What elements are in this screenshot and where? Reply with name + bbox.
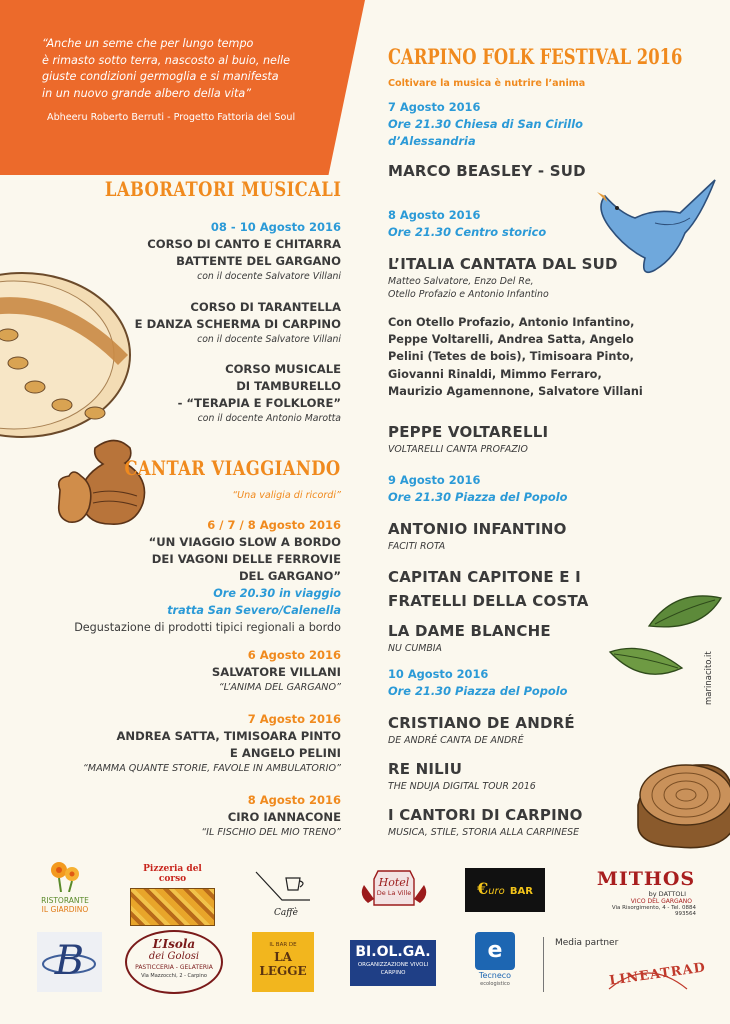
sponsor-euro-bar	[465, 868, 545, 912]
artist-name: ANTONIO INFANTINO	[388, 520, 567, 538]
artist-name: I CANTORI DI CARPINO	[388, 806, 583, 824]
sponsor-text: MITHOS	[596, 868, 696, 890]
sponsor-text: ORGANIZZAZIONE VIVOLI	[357, 962, 429, 968]
quote-line: in un nuovo grande albero della vita”	[42, 86, 252, 100]
quote-author: Abheeru Roberto Berruti - Progetto Fattoria del Soul	[47, 112, 296, 123]
train-trip	[74, 516, 341, 636]
artist-subtitle: THE NDUJA DIGITAL TOUR 2016	[388, 781, 536, 792]
artist-name: RE NILIU	[388, 760, 463, 778]
sponsor-pizzeria-del-corso	[130, 864, 215, 920]
sponsor-ristorante-il-giardino	[40, 858, 90, 920]
day-time: Ore 21.30 Piazza del Popolo	[388, 490, 568, 504]
trip-date: 6 / 7 / 8 Agosto 2016	[207, 518, 341, 532]
event-date: 6 Agosto 2016	[247, 648, 341, 662]
sponsor-text: B	[54, 938, 85, 984]
sponsor-isola-dei-golosi	[125, 930, 223, 994]
sponsor-mithos	[590, 868, 702, 918]
sponsor-text: ecologistico	[480, 981, 510, 987]
day-time: Ore 21.30 Piazza del Popolo	[388, 684, 568, 698]
show-block	[388, 254, 618, 301]
course-title: DI TAMBURELLO	[236, 379, 341, 393]
leaf-icon	[645, 592, 725, 634]
trip-note: Degustazione di prodotti tipici regionali a bordo	[74, 621, 341, 634]
leaf-icon	[606, 642, 686, 684]
event-date: 8 Agosto 2016	[247, 793, 341, 807]
sponsor-text: De La Ville	[376, 889, 412, 897]
sponsor-lineatrad	[603, 955, 707, 995]
laboratori-heading: LABORATORI MUSICALI	[104, 177, 341, 201]
festival-title: CARPINO FOLK FESTIVAL 2016	[388, 44, 683, 69]
course-title: BATTENTE DEL GARGANO	[176, 254, 341, 268]
day-time: d’Alessandria	[388, 134, 476, 148]
sponsor-text: dei Golosi	[148, 951, 200, 962]
course-title: CORSO DI CANTO E CHITARRA	[147, 237, 341, 251]
quote-line: è rimasto sotto terra, nascosto al buio, nelle	[42, 53, 291, 67]
designer-credit: marinacito.it	[704, 651, 714, 705]
artist-name: CAPITAN CAPITONE E I	[388, 568, 581, 586]
cast-line: Maurizio Agamennone, Salvatore Villani	[388, 384, 643, 398]
sponsor-text: PASTICCERIA - GELATERIA	[135, 964, 213, 971]
day-date: 7 Agosto 2016	[388, 100, 481, 114]
course-teacher: con il docente Antonio Marotta	[197, 413, 341, 424]
quote-line: giuste condizioni germoglia e si manifesta	[42, 70, 279, 84]
artist-name: CRISTIANO DE ANDRÉ	[388, 714, 575, 732]
day-time: Ore 21.30 Chiesa di San Cirillo	[388, 117, 583, 131]
act-block	[388, 805, 583, 839]
pizza-pattern	[130, 888, 215, 926]
sponsor-text: BI.OL.GA.	[355, 944, 431, 960]
day-8-block	[388, 207, 546, 241]
artist-name: PEPPE VOLTARELLI	[388, 423, 549, 441]
clay-pots-illustration	[55, 438, 165, 528]
quote-text	[42, 36, 327, 102]
sponsor-text: Tecneco	[478, 971, 512, 980]
sponsor-text: uro	[488, 886, 505, 897]
course-item	[135, 299, 341, 346]
sponsor-text: Via Mazzocchi, 2 - Carpino	[141, 973, 207, 979]
tecneco-logo-icon: e	[475, 932, 515, 970]
act-block	[388, 759, 536, 793]
trip-time: Ore 20.30 in viaggio	[213, 587, 341, 600]
sponsor-hotel-de-la-ville	[358, 865, 430, 911]
event-artist: SALVATORE VILLANI	[211, 665, 341, 679]
cantar-event	[83, 710, 341, 775]
cantar-event	[212, 646, 341, 694]
sponsor-text: LINEATRAD	[608, 960, 707, 989]
course-teacher: con il docente Salvatore Villani	[197, 334, 341, 345]
cantar-heading: CANTAR VIAGGIANDO	[124, 456, 341, 480]
sponsor-la-legge	[252, 932, 314, 992]
day-date: 9 Agosto 2016	[388, 473, 481, 487]
day-date: 10 Agosto 2016	[388, 667, 489, 681]
cast-line: Giovanni Rinaldi, Mimmo Ferraro,	[388, 367, 602, 381]
sponsor-cafe	[252, 868, 314, 918]
event-subtitle: “MAMMA QUANTE STORIE, FAVOLE IN AMBULATORIO”	[82, 763, 341, 774]
artist-subtitle: FACITI ROTA	[388, 541, 446, 552]
artist-subtitle: MUSICA, STILE, STORIA ALLA CARPINESE	[388, 827, 579, 838]
event-artist: CIRO IANNACONE	[227, 810, 341, 824]
event-artist: ANDREA SATTA, TIMISOARA PINTO	[116, 729, 341, 743]
event-date: 7 Agosto 2016	[247, 712, 341, 726]
sponsor-text: RISTORANTE	[41, 896, 89, 905]
artist-subtitle: DE ANDRÉ CANTA DE ANDRÉ	[388, 735, 524, 746]
course-title: E DANZA SCHERMA DI CARPINO	[134, 317, 341, 331]
sponsor-text: LA LEGGE	[259, 950, 307, 978]
cast-list	[388, 314, 643, 400]
artist-name: FRATELLI DELLA COSTA	[388, 592, 589, 610]
show-subtitle: Matteo Salvatore, Enzo Del Re,	[388, 276, 534, 287]
festival-subtitle: Coltivare la musica è nutrire l’anima	[388, 78, 586, 89]
laboratori-date: 08 - 10 Agosto 2016	[210, 220, 341, 234]
flower-logo-icon	[45, 858, 85, 892]
artist-subtitle: NU CUMBIA	[388, 643, 442, 654]
course-title: CORSO DI TARANTELLA	[190, 300, 341, 314]
trip-title: DEI VAGONI DELLE FERROVIE	[151, 552, 341, 566]
course-title: - “TERAPIA E FOLKLORE”	[177, 396, 341, 410]
act-block	[388, 565, 589, 613]
sponsor-text: IL GIARDINO	[41, 905, 89, 914]
sponsor-biolga	[350, 940, 436, 986]
sponsor-text: L’Isola	[152, 937, 196, 951]
sponsor-text: Via Risorgimento, 4 - Tel. 0884 993564	[611, 905, 696, 917]
sponsor-text: Pizzeria del corso	[143, 864, 202, 884]
day-10-block	[388, 666, 567, 700]
cast-line: Pelini (Tetes de bois), Timisoara Pinto,	[388, 350, 634, 364]
quote-line: “Anche un seme che per lungo tempo	[42, 37, 254, 50]
act-block	[388, 621, 551, 655]
sponsor-text: Caffè	[274, 908, 298, 918]
sponsor-text: BAR	[509, 886, 533, 897]
show-subtitle: Otello Profazio e Antonio Infantino	[388, 289, 549, 300]
course-item	[147, 236, 341, 283]
event-subtitle: “L’ANIMA DEL GARGANO”	[218, 682, 341, 693]
sponsor-tecneco	[468, 932, 522, 994]
day-time: Ore 21.30 Centro storico	[388, 225, 547, 239]
artist-name: LA DAME BLANCHE	[388, 622, 551, 640]
sponsor-text: VICO DEL GARGANO	[630, 898, 692, 905]
coffee-cup-icon	[252, 868, 314, 904]
sponsor-text: by DATTOLI	[648, 890, 686, 898]
day-9-block	[388, 472, 567, 506]
cantar-subheading: “Una valigia di ricordi”	[232, 490, 341, 501]
day-date: 8 Agosto 2016	[388, 208, 481, 222]
divider	[543, 937, 544, 992]
artist-name: MARCO BEASLEY - SUD	[388, 162, 586, 180]
sponsor-text: CARPINO	[380, 970, 406, 976]
act-block	[388, 422, 548, 456]
course-teacher: con il docente Salvatore Villani	[197, 271, 341, 282]
event-artist: E ANGELO PELINI	[229, 746, 341, 760]
course-title: CORSO MUSICALE	[225, 362, 341, 376]
sponsor-text: IL BAR DE	[269, 942, 297, 948]
trip-title: DEL GARGANO”	[238, 569, 341, 583]
sponsor-b-logo	[37, 932, 102, 992]
cast-line: Peppe Voltarelli, Andrea Satta, Angelo	[388, 333, 634, 347]
show-title: L’ITALIA CANTATA DAL SUD	[388, 255, 618, 273]
euro-icon: €	[477, 879, 489, 898]
cantar-event	[201, 791, 341, 839]
day-7-block	[388, 99, 583, 150]
trip-title: “UN VIAGGIO SLOW A BORDO	[148, 535, 341, 549]
media-partner-label: Media partner	[555, 938, 619, 948]
wood-slice-illustration	[628, 755, 730, 855]
cast-line: Con Otello Profazio, Antonio Infantino,	[388, 316, 635, 329]
sponsor-text: Hotel	[378, 876, 410, 889]
tambourine-illustration	[0, 255, 140, 455]
event-subtitle: “IL FISCHIO DEL MIO TRENO”	[201, 827, 341, 838]
trip-route: tratta San Severo/Calenella	[167, 604, 341, 617]
act-block	[388, 713, 575, 747]
artist-subtitle: VOLTARELLI CANTA PROFAZIO	[388, 444, 528, 455]
course-item	[178, 361, 341, 425]
act-block	[388, 519, 567, 553]
